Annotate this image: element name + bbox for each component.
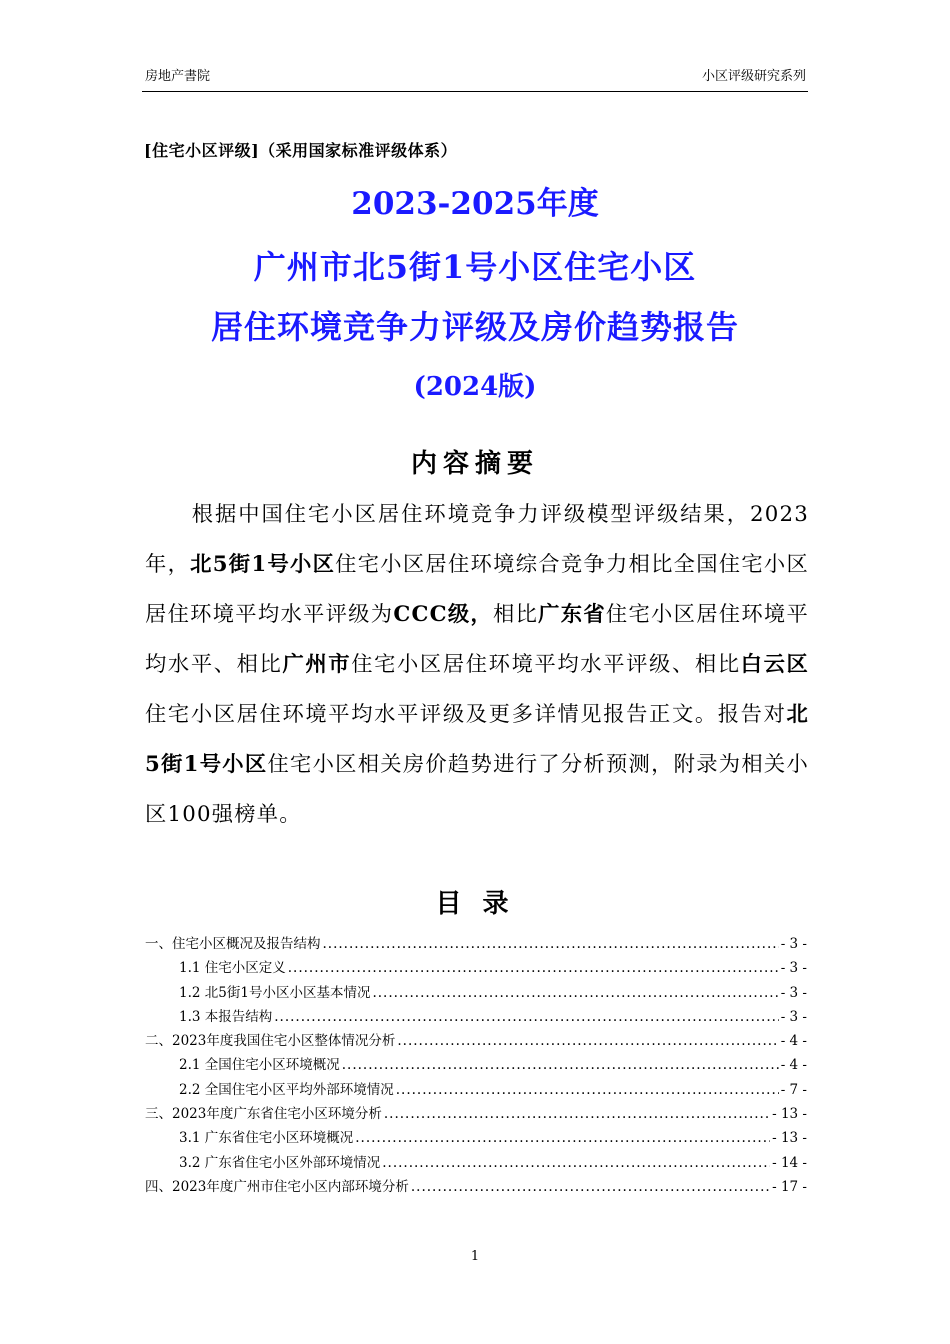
toc-entry[interactable]: 一、住宅小区概况及报告结构 ..... - 3 - — [145, 932, 807, 956]
rating-system-label: [住宅小区评级]（采用国家标准评级体系） — [144, 141, 458, 160]
toc-entry[interactable]: 2.2 全国住宅小区平均外部环境情况 ..... - 7 - — [145, 1078, 807, 1102]
toc-entry[interactable]: 1.3 本报告结构 ..... - 3 - — [145, 1005, 807, 1029]
header-divider — [142, 91, 808, 92]
table-of-contents — [145, 932, 807, 1199]
report-title-years: 2023-2025年度 — [351, 186, 599, 222]
toc-entry[interactable]: 二、2023年度我国住宅小区整体情况分析 ..... - 4 - — [145, 1029, 807, 1053]
toc-entry[interactable]: 2.1 全国住宅小区环境概况 ..... - 4 - — [145, 1053, 807, 1077]
header-publisher: 房地产書院 — [145, 69, 211, 84]
report-title-topic: 居住环境竞争力评级及房价趋势报告 — [210, 308, 739, 346]
toc-entry[interactable]: 3.1 广东省住宅小区环境概况 ..... - 13 - — [145, 1126, 807, 1150]
toc-entry[interactable]: 三、2023年度广东省住宅小区环境分析 ..... - 13 - — [145, 1102, 807, 1126]
report-title-subject: 广州市北5街1号小区住宅小区 — [253, 248, 697, 286]
toc-entry[interactable]: 1.1 住宅小区定义 ..... - 3 - — [145, 956, 807, 980]
toc-entry[interactable]: 1.2 北5街1号小区小区基本情况 ..... - 3 - — [145, 981, 807, 1005]
abstract-paragraph: 根据中国住宅小区居住环境竞争力评级模型评级结果，2023年，北5街1号小区住宅小区居住环境综合竞争力相比全国住宅小区居住环境平均水平评级为CCC级，相比广东省住宅小区居住环境平均水平、相比广州市住宅小区居住环境平均水平评级、相比白云区住宅小区居住环境平均水平评级及更多详情见报告正文。报告对北5街1号小区住宅小区相关房价趋势进行了分析预测，附录为相关小区100强榜单。 — [145, 502, 809, 827]
toc-entry[interactable]: 3.2 广东省住宅小区外部环境情况 ..... - 14 - — [145, 1151, 807, 1175]
abstract-heading: 内容摘要 — [410, 449, 539, 479]
toc-heading: 目 录 — [435, 889, 515, 919]
header-series: 小区评级研究系列 — [701, 69, 806, 84]
page-number: 1 — [470, 1249, 480, 1264]
toc-entry[interactable]: 四、2023年度广州市住宅小区内部环境分析 ..... - 17 - — [145, 1175, 807, 1199]
report-title-edition: (2024版) — [413, 372, 537, 402]
